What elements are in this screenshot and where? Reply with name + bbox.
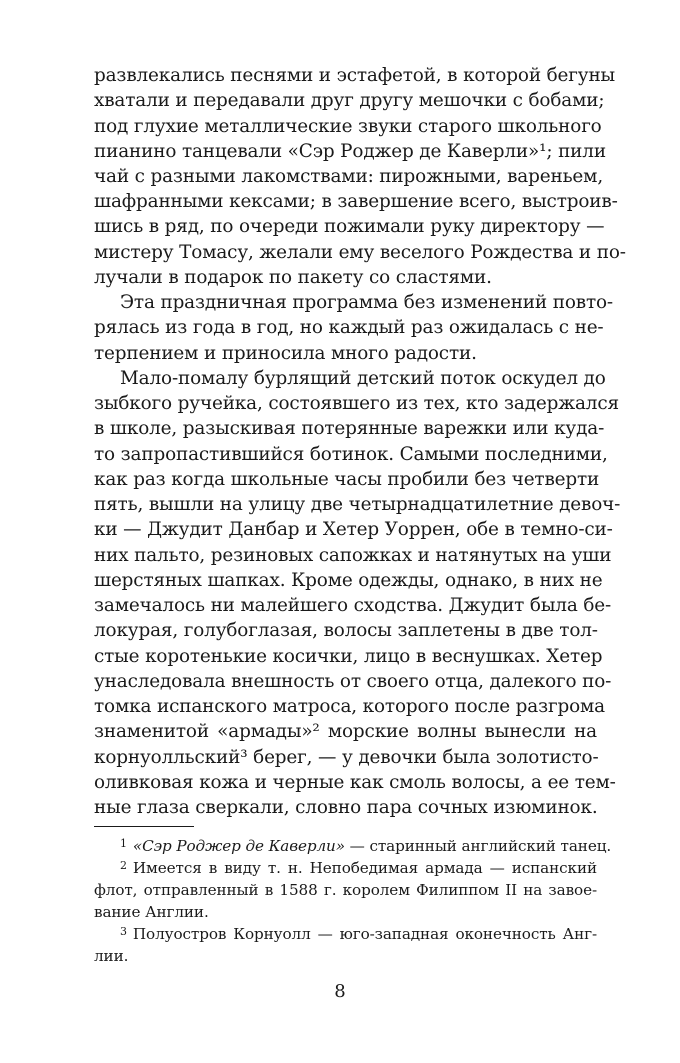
footnote-1-text: — старинный английский танец. [344, 837, 612, 855]
body-line: шафранными кексами; в завершение всего, выстроив- [94, 191, 618, 213]
body-line: шись в ряд, по очереди пожимали руку директору — [94, 216, 605, 238]
body-line: томка испанского матроса, которого после разгрома [94, 696, 605, 717]
page-number: 8 [334, 981, 346, 1002]
body-line: пианино танцевали «Сэр Роджер де Каверли»¹; пили [94, 140, 606, 162]
body-line: шерстяных шапках. Кроме одежды, однако, в них не [94, 569, 603, 591]
body-line: стые коротенькие косички, лицо в веснушках. Хетер [94, 645, 603, 667]
body-line: в школе, разыскивая потерянные варежки или куда- [94, 418, 605, 440]
body-line: то запропастившийся ботинок. Самыми последними, [94, 443, 608, 465]
body-line: чай с разными лакомствами: пирожными, вареньем, [94, 166, 604, 187]
body-line: как раз когда школьные часы пробили без четверти [94, 468, 600, 490]
body-line: под глухие металлические звуки старого школьного [94, 115, 602, 137]
body-line: Мало-помалу бурлящий детский поток оскудел до [120, 367, 606, 389]
body-line: ные глаза сверкали, словно пара сочных изюминок. [94, 797, 598, 818]
footnote-2-line-1: Имеется в виду т. н. Непобедимая армада — испанский [132, 859, 597, 877]
body-line: зыбкого ручейка, состоявшего из тех, кто задержался [94, 393, 619, 415]
body-line: рялась из года в год, но каждый раз ожидалась с не- [94, 317, 604, 339]
body-line: пять, вышли на улицу две четырнадцатилетние девоч- [94, 494, 621, 516]
footnote-3-line-1: Полуостров Корнуолл — юго-западная оконечность Анг- [132, 925, 597, 943]
footnote-2-line-3: вание Англии. [94, 903, 209, 921]
body-line: локурая, голубоглазая, волосы заплетены в две тол- [94, 620, 598, 642]
body-line: них пальто, резиновых сапожках и натянутых на уши [94, 544, 612, 566]
footnote-1-title: «Сэр Роджер де Каверли» [132, 837, 345, 855]
body-line: оливковая кожа и черные как смоль волосы, а ее тем- [94, 771, 616, 793]
body-line: замечалось ни малейшего сходства. Джудит была бе- [94, 595, 612, 617]
footnote-3-number: 3 [120, 925, 127, 938]
footnote-1-number: 1 [120, 837, 127, 850]
footnote-divider [94, 826, 194, 827]
body-line: развлекались песнями и эстафетой, в которой бегуны [94, 65, 616, 86]
footnote-2-number: 2 [120, 859, 127, 872]
body-line: мистеру Томасу, желали ему веселого Рождества и по- [94, 241, 626, 263]
body-line: хватали и передавали друг другу мешочки с бобами; [94, 90, 605, 112]
footnote-2 [94, 858, 597, 880]
footnote-3 [94, 924, 597, 946]
body-line: лучали в подарок по пакету со сластями. [94, 266, 492, 288]
body-line: ки — Джудит Данбар и Хетер Уоррен, обе в темно-си- [94, 519, 613, 541]
footnote-2-line-2: флот, отправленный в 1588 г. королем Филиппом II на завое- [94, 881, 597, 899]
footnote-1 [94, 836, 612, 858]
body-line: Эта праздничная программа без изменений повто- [120, 292, 613, 314]
body-line: знаменитой «армады»² морские волны вынесли на [94, 721, 597, 743]
footnote-3-line-2: лии. [94, 947, 129, 965]
body-line: унаследовала внешность от своего отца, далекого по- [94, 670, 612, 692]
body-line: терпением и приносила много радости. [94, 342, 477, 364]
body-line: корнуолльский³ берег, — у девочки была золотисто- [94, 746, 599, 768]
